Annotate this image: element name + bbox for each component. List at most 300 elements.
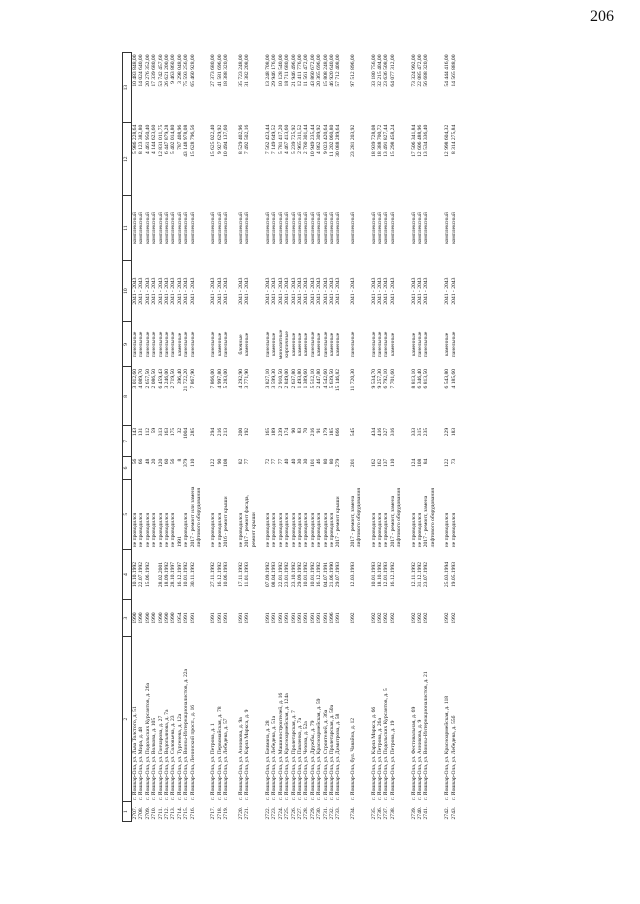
- table-cell: панельные: [151, 331, 158, 358]
- table-cell: 75 593 256,00: [183, 54, 190, 87]
- table-cell: 122: [210, 458, 217, 468]
- table-cell: 12.03.1993: [349, 561, 356, 588]
- table-cell: 185: [328, 427, 335, 437]
- table-cell: 17.11.1992: [237, 562, 244, 588]
- table-body: [132, 53, 458, 822]
- table-cell: [436, 123, 444, 196]
- table-cell: 1991: [216, 612, 223, 624]
- table-cell: панельные: [423, 331, 430, 358]
- table-cell: [436, 367, 444, 426]
- table-cell: [403, 457, 411, 479]
- table-cell: 07.09.1992: [264, 561, 271, 588]
- table-cell: [257, 53, 265, 123]
- table-cell: 2734.: [349, 806, 356, 820]
- table-cell: 20 365 696,00: [316, 54, 323, 87]
- column-header: 9: [123, 322, 132, 367]
- table-cell: 1992: [410, 612, 417, 624]
- table-cell: 2041 - 2043: [370, 277, 377, 305]
- table-cell: 2 910,50: [277, 368, 284, 389]
- table-cell: 9 463 860,00: [170, 54, 177, 84]
- table-cell: кирпичные: [284, 331, 291, 358]
- table-cell: 32: [176, 427, 183, 434]
- table-cell: комплексный: [335, 212, 342, 244]
- table-cell: 333: [410, 427, 417, 437]
- table-cell: комплексный: [132, 212, 138, 244]
- table-cell: 179: [322, 427, 329, 437]
- table-cell: [342, 457, 350, 479]
- table-cell: комплексный: [277, 212, 284, 244]
- table-cell: 1990: [157, 612, 164, 624]
- column-header: 13: [123, 53, 132, 123]
- table-cell: 2041 - 2043: [328, 277, 335, 305]
- table-cell: 4 862 309,92: [316, 124, 323, 155]
- table-cell: [202, 802, 210, 822]
- table-cell: 1992: [389, 612, 396, 624]
- table-cell: г. Йошкар-Ола, ул. Волкова, д. 105: [151, 717, 158, 800]
- table-cell: 2725.: [284, 806, 291, 820]
- table-row: [363, 53, 371, 822]
- table-cell: [403, 479, 411, 549]
- table-cell: 9 023 420,64: [322, 124, 329, 155]
- table-cell: комплексный: [216, 212, 223, 244]
- table-cell: комплексный: [189, 212, 196, 244]
- table-cell: 434: [370, 427, 377, 437]
- table-cell: [403, 322, 411, 367]
- table-cell: [230, 426, 238, 457]
- table-cell: 10 128 540,00: [277, 54, 284, 87]
- table-cell: г. Йошкар-Ола, ул. Петрова, д. 26а: [377, 718, 383, 800]
- table-cell: [257, 196, 265, 261]
- table-cell: [202, 426, 210, 457]
- table-cell: 200: [237, 427, 244, 437]
- table-cell: [363, 53, 371, 123]
- table-cell: 110: [189, 458, 196, 467]
- table-cell: комплексный: [316, 212, 323, 244]
- table-cell: 2733.: [335, 806, 342, 820]
- table-cell: [202, 53, 210, 123]
- table-cell: [202, 479, 210, 549]
- table-cell: 2722.: [264, 806, 271, 820]
- table-row: [202, 53, 210, 822]
- table-cell: 2726.: [290, 806, 297, 820]
- table-cell: не проводился: [377, 512, 383, 548]
- table-cell: 3 827,10: [264, 368, 271, 389]
- table-cell: [257, 123, 265, 196]
- table-cell: панельные: [383, 331, 390, 358]
- table-cell: 2041 - 2043: [157, 277, 164, 305]
- table-cell: 17 506 341,84: [410, 124, 417, 157]
- table-cell: 30.11.1992: [189, 562, 196, 588]
- table-cell: панельные: [417, 331, 424, 358]
- table-cell: 124: [410, 458, 417, 468]
- table-cell: 56: [132, 458, 138, 465]
- table-cell: 28.10.1997: [170, 561, 177, 588]
- table-cell: 23.10.1992: [290, 561, 297, 588]
- table-cell: 7 149 649,52: [271, 124, 278, 155]
- table-cell: панельные: [183, 331, 190, 358]
- table-cell: каменные: [216, 332, 223, 357]
- table-cell: 11 561 472,00: [303, 54, 310, 87]
- table-cell: 23.07.1992: [423, 561, 430, 588]
- table-cell: 31.12.1992: [417, 561, 424, 588]
- table-cell: 2712.: [164, 806, 171, 820]
- table-cell: 20: [151, 458, 158, 465]
- table-cell: 15 808 248,00: [322, 54, 329, 87]
- table-cell: каменные: [244, 332, 251, 357]
- table-header: [123, 53, 132, 822]
- table-cell: 2041 - 2043: [349, 277, 356, 305]
- table-cell: 2 447,80: [316, 368, 323, 389]
- table-cell: 1991: [176, 536, 183, 548]
- table-cell: 7 867,90: [189, 368, 196, 389]
- table-row: [190, 53, 203, 822]
- table-cell: 73 324 992,00: [410, 54, 417, 87]
- table-cell: 14 024 640,00: [138, 54, 145, 87]
- table-cell: 80: [322, 458, 329, 465]
- table-cell: 2716.: [189, 806, 196, 820]
- table-cell: 4 185,60: [450, 368, 457, 389]
- table-cell: [403, 53, 411, 123]
- table-cell: панельные: [377, 331, 383, 358]
- table-cell: комплексный: [223, 212, 230, 244]
- table-cell: 2740.: [417, 806, 424, 820]
- table-cell: 12 606 488,96: [417, 124, 424, 157]
- table-cell: 2041 - 2043: [423, 277, 430, 305]
- table-cell: 7 562 423,44: [264, 124, 271, 155]
- table-cell: не проводился: [151, 512, 158, 548]
- table-cell: 2 849,00: [284, 368, 291, 389]
- table-cell: панельные: [322, 331, 329, 358]
- table-cell: [403, 549, 411, 600]
- table-cell: 15 625 022,40: [210, 124, 217, 157]
- table-cell: 239: [277, 427, 284, 437]
- table-cell: 2041 - 2043: [284, 277, 291, 305]
- table-cell: г. Йошкар-Ола, ул. Димитрова, д. 58: [335, 713, 342, 800]
- table-cell: 2041 - 2043: [271, 277, 278, 305]
- housing-table: [122, 52, 457, 822]
- table-cell: г. Йошкар-Ола, ул. Пролетарская, д. 50а: [328, 704, 335, 800]
- table-cell: [202, 123, 210, 196]
- table-cell: 2041 - 2043: [176, 277, 183, 305]
- table-cell: [363, 367, 371, 426]
- table-cell: 16.12.1992: [389, 561, 396, 588]
- table-cell: 2041 - 2043: [237, 277, 244, 305]
- table-cell: 9 534,70: [370, 368, 377, 389]
- table-cell: 4 089,70: [138, 368, 145, 389]
- table-cell: 25.03.1994: [444, 561, 451, 588]
- table-cell: 2041 - 2043: [223, 277, 230, 305]
- table-cell: 2 760 301,44: [303, 124, 310, 155]
- table-cell: комплексный: [264, 212, 271, 244]
- table-cell: каменные: [271, 332, 278, 357]
- table-cell: [436, 802, 444, 822]
- table-cell: 285: [189, 427, 196, 437]
- table-cell: 2017 - ремонт или замена лифтового оборудования: [189, 486, 203, 548]
- table-cell: 2714.: [176, 806, 183, 820]
- table-cell: 183: [450, 427, 457, 437]
- table-cell: 23 636 508,00: [383, 54, 390, 87]
- table-cell: комплексный: [322, 212, 329, 244]
- table-cell: 8 813,10: [410, 368, 417, 389]
- table-cell: 2 657,50: [144, 368, 151, 389]
- table-cell: 110: [389, 458, 396, 467]
- table-cell: 2738.: [389, 806, 396, 820]
- table-cell: [202, 457, 210, 479]
- table-cell: не проводился: [444, 512, 451, 548]
- table-cell: 2741.: [423, 806, 430, 820]
- table-cell: не проводился: [132, 512, 138, 548]
- table-cell: 2731.: [322, 806, 329, 820]
- table-cell: комплексный: [328, 212, 335, 244]
- table-cell: 18 388 320,00: [223, 54, 230, 87]
- table-cell: 91: [316, 427, 323, 434]
- table-cell: 6 813,50: [423, 368, 430, 389]
- table-row: [230, 53, 238, 822]
- table-cell: 15 628 796,56: [189, 124, 196, 157]
- table-cell: 2041 - 2043: [189, 277, 196, 305]
- table-cell: 2041 - 2043: [335, 277, 342, 305]
- table-cell: г. Йошкар-Ола, ул. Красноармейская, д. 59: [316, 698, 323, 800]
- table-cell: 2017 - ремонт, замена лифтового оборудования: [389, 488, 403, 548]
- table-cell: 6 543,80: [444, 368, 451, 389]
- table-row: [390, 53, 403, 822]
- table-cell: 8 123 382,80: [138, 124, 145, 155]
- table-cell: г. Йошкар-Ола, ул. Пролетарская, д. 7: [290, 710, 297, 800]
- table-cell: 30: [303, 458, 310, 465]
- table-cell: 10.01.1993: [370, 561, 377, 588]
- table-cell: 1991: [223, 612, 230, 624]
- table-cell: не проводился: [370, 512, 377, 548]
- table-cell: 56 688 320,00: [423, 54, 430, 87]
- table-cell: 165: [264, 427, 271, 437]
- table-cell: 2017 - ремонт, замена лифтового оборудования: [423, 488, 436, 548]
- table-cell: не проводился: [296, 512, 303, 548]
- table-cell: 316: [389, 427, 396, 437]
- table-cell: 1992: [349, 612, 356, 624]
- column-header: 3: [123, 600, 132, 636]
- table-cell: 1 493,80: [296, 368, 303, 389]
- table-cell: комплексный: [410, 212, 417, 244]
- column-header: 5: [123, 479, 132, 549]
- table-cell: 2715.: [183, 806, 190, 820]
- table-cell: [403, 426, 411, 457]
- table-cell: [436, 322, 444, 367]
- table-cell: [342, 367, 350, 426]
- table-cell: [342, 196, 350, 261]
- table-row: [403, 53, 411, 822]
- table-cell: г. Йошкар-Ола, ул. Красноармейская, д. 118: [444, 695, 451, 800]
- table-cell: 175: [170, 427, 177, 437]
- table-cell: 2742.: [444, 806, 451, 820]
- table-cell: 2 086,50: [151, 368, 158, 389]
- table-cell: 5 239 725,92: [290, 124, 297, 155]
- column-header: 7: [123, 426, 132, 457]
- table-cell: г. Йошкар-Ола, ул. Павленко, д. 7а: [296, 717, 303, 800]
- table-cell: 7 492 502,16: [244, 124, 251, 155]
- table-cell: [230, 260, 238, 322]
- table-cell: 2736.: [377, 806, 383, 820]
- table-cell: не проводился: [328, 512, 335, 548]
- table-cell: г. Йошкар-Ола, ул. Фестивальная, д. 69: [410, 706, 417, 800]
- table-cell: 21.06.1990: [328, 561, 335, 588]
- table-cell: 2017 - ремонт фасада, ремонт крыши: [244, 495, 257, 548]
- table-cell: 5 402 014,80: [170, 124, 177, 155]
- table-cell: 10.10.1992: [132, 561, 138, 588]
- table-cell: комплексный: [423, 212, 430, 244]
- table-cell: 3 599,30: [271, 368, 278, 389]
- table-cell: [403, 636, 411, 802]
- table-cell: г. Йошкар-Ола, ул. Воины-Интернационалистов, д. 21: [423, 671, 430, 800]
- table-cell: 18 939 728,08: [370, 124, 377, 157]
- table-cell: 2041 - 2043: [144, 277, 151, 305]
- table-cell: [257, 549, 265, 600]
- table-cell: каменные: [335, 332, 342, 357]
- table-cell: 56: [170, 458, 177, 465]
- table-cell: 189: [271, 427, 278, 437]
- table-cell: 10.06.1993: [223, 561, 230, 588]
- table-cell: 143: [132, 427, 138, 437]
- table-cell: 1990: [170, 612, 177, 624]
- table-cell: 2041 - 2043: [170, 277, 177, 305]
- table-cell: 8 314 275,84: [450, 124, 457, 155]
- table-cell: [403, 123, 411, 196]
- table-cell: 66: [138, 458, 145, 465]
- table-cell: не проводился: [383, 512, 390, 548]
- table-cell: 1004: [183, 427, 190, 440]
- table-cell: [436, 53, 444, 123]
- table-cell: комплексный: [290, 212, 297, 244]
- table-cell: [202, 549, 210, 600]
- table-cell: панельные: [132, 331, 138, 358]
- table-cell: [403, 802, 411, 822]
- column-header: 10: [123, 260, 132, 322]
- table-cell: 77: [277, 458, 284, 465]
- table-cell: 666: [335, 427, 342, 437]
- table-cell: [403, 196, 411, 261]
- table-cell: г. Йошкар-Ола, ул. Гончарова, д. 27: [157, 715, 164, 800]
- table-cell: 1991: [335, 612, 342, 624]
- table-cell: 2041 - 2043: [138, 277, 145, 305]
- table-cell: 2041 - 2043: [410, 277, 417, 305]
- table-cell: 29 946 176,00: [271, 54, 278, 87]
- table-cell: 101: [309, 458, 316, 468]
- table-cell: 787 408,96: [176, 124, 183, 150]
- table-cell: 48: [144, 458, 151, 465]
- table-cell: 12 411 776,00: [296, 54, 303, 87]
- table-cell: 1992: [423, 612, 430, 624]
- table-cell: 11 202 060,80: [328, 124, 335, 157]
- table-cell: 2720.: [237, 806, 244, 820]
- table-cell: 4 467 413,60: [284, 124, 291, 155]
- table-cell: 97 512 896,00: [349, 54, 356, 87]
- table-cell: не проводился: [450, 512, 457, 548]
- table-cell: 90: [216, 458, 223, 465]
- table-cell: г. Йошкар-Ола, ул. Петрова, д. 19: [389, 720, 396, 800]
- table-cell: панельные: [138, 331, 145, 358]
- table-cell: комплексный: [389, 212, 396, 244]
- table-cell: 15 146,82: [335, 368, 342, 392]
- table-cell: [202, 636, 210, 802]
- table-cell: 40: [284, 458, 291, 465]
- table-cell: 17 339 680,00: [151, 54, 158, 87]
- table-cell: 120: [157, 458, 164, 468]
- table-cell: г. Йошкар-Ола, ул. Карла Маркса, д. 9: [244, 709, 251, 800]
- table-cell: 1992: [377, 612, 383, 624]
- table-cell: г. Йошкар-Ола, ул. Строителей, д. 36а: [322, 709, 329, 800]
- table-cell: 04.07.1991: [322, 561, 329, 588]
- table-cell: 108: [417, 458, 424, 468]
- table-cell: 6 459,43: [157, 368, 164, 389]
- table-cell: [257, 322, 265, 367]
- column-header: 12: [123, 123, 132, 196]
- table-cell: 59: [151, 427, 158, 434]
- table-cell: 72: [264, 458, 271, 465]
- table-cell: 5 639,50: [328, 368, 335, 389]
- table-cell: 2041 - 2043: [316, 277, 323, 305]
- table-cell: 3 012,60: [132, 368, 138, 389]
- table-cell: г. Йошкар-Ола, ул. Красноармейская, д. 124а: [284, 693, 291, 800]
- table-cell: 162: [377, 458, 383, 468]
- table-cell: комплексный: [183, 212, 190, 244]
- table-cell: не проводился: [144, 512, 151, 548]
- table-cell: комплексный: [144, 212, 151, 244]
- table-cell: 2737.: [383, 806, 390, 820]
- table-cell: г. Йошкар-Ола, ул. Лебедева, д. 51а: [271, 715, 278, 800]
- table-cell: не проводился: [284, 512, 291, 548]
- table-cell: [403, 260, 411, 322]
- table-cell: 216: [216, 427, 223, 437]
- table-cell: 2 637,80: [290, 368, 297, 389]
- table-cell: [363, 549, 371, 600]
- table-cell: [342, 802, 350, 822]
- table-row: [436, 53, 444, 822]
- table-cell: 2724.: [277, 806, 284, 820]
- table-cell: каменные: [176, 332, 183, 357]
- table-cell: г. Йошкар-Ола, ул. Соловьева, д. 23: [170, 715, 177, 800]
- table-cell: г. Йошкар-Ола, ул. Лебедева, д. 55б: [450, 715, 457, 800]
- table-cell: 2041 - 2043: [322, 277, 329, 305]
- table-cell: 3 771,90: [244, 368, 251, 389]
- table-cell: 1992: [417, 612, 424, 624]
- table-cell: 2017 - ремонт крыши: [335, 496, 342, 548]
- table-cell: 1991: [183, 612, 190, 624]
- table-cell: 2708.: [138, 806, 145, 820]
- table-cell: 2707.: [132, 806, 138, 820]
- table-cell: [230, 367, 238, 426]
- table-cell: не проводился: [210, 512, 217, 548]
- table-cell: г. Йошкар-Ола, ул. Петрова, д. 1: [210, 723, 217, 800]
- table-cell: 2709.: [144, 806, 151, 820]
- table-cell: [230, 600, 238, 636]
- table-cell: [363, 479, 371, 549]
- table-cell: [342, 123, 350, 196]
- table-cell: [342, 479, 350, 549]
- table-cell: 13 248 708,00: [264, 54, 271, 87]
- table-cell: комплексный: [450, 212, 457, 244]
- table-cell: 43 860 672,00: [309, 54, 316, 87]
- table-cell: 73: [450, 458, 457, 465]
- table-cell: панельные: [264, 331, 271, 358]
- table-cell: 43 148 978,08: [183, 124, 190, 157]
- table-cell: [363, 802, 371, 822]
- table-cell: 23 281 203,92: [349, 124, 356, 157]
- table-cell: 2041 - 2043: [277, 277, 284, 305]
- table-cell: каменные: [296, 332, 303, 357]
- table-cell: г. Йошкар-Ола, ул. Льва Толстого, д. 51: [132, 706, 138, 800]
- table-cell: комплексный: [151, 212, 158, 244]
- table-cell: 18 388 700,72: [377, 124, 383, 157]
- table-cell: 213: [223, 427, 230, 437]
